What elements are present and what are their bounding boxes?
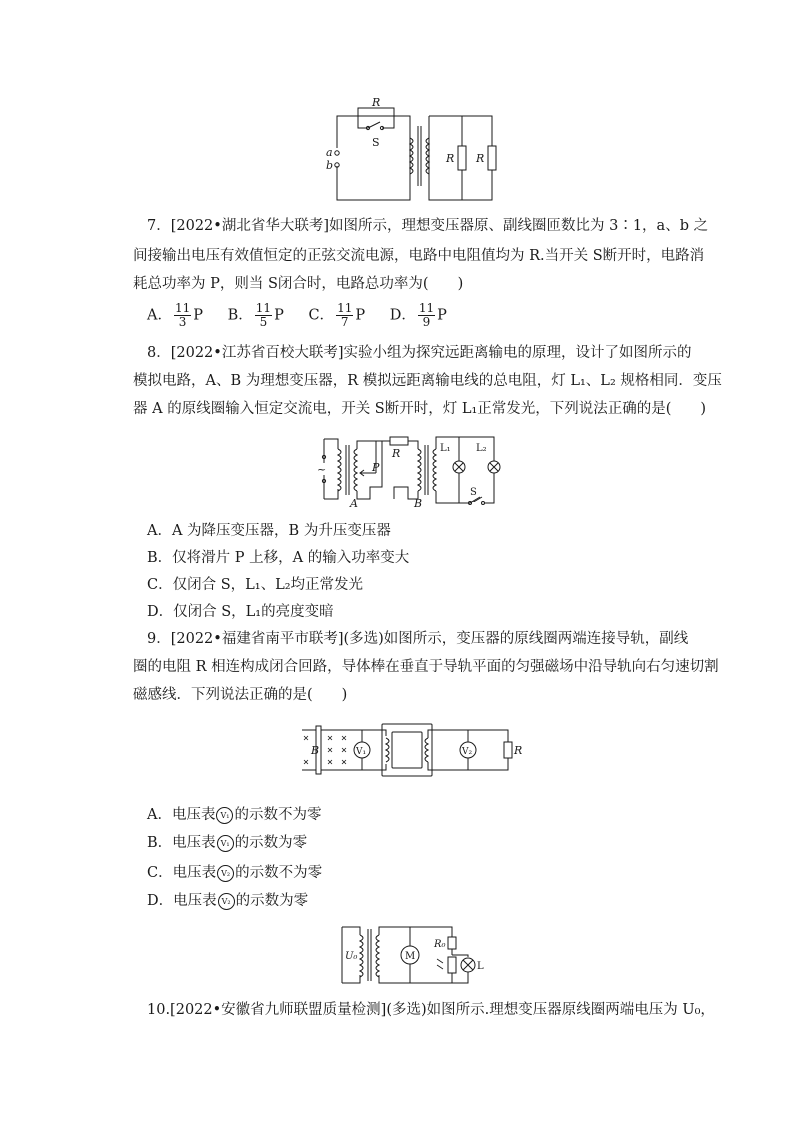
q7-option-c-letter: C． <box>308 307 335 324</box>
q7-option-b-letter: B． <box>227 307 253 324</box>
q7-option-c-fraction: $\frac{11}{7}$ <box>337 301 353 329</box>
q10-line-1: 10.[2022•安徽省九师联盟质量检测](多选)如图所示.理想变压器原线圈两端电压为 U₀， <box>147 1002 715 1018</box>
q7-fig-a-label: a <box>326 146 333 159</box>
q7-fig-r-top-label: R <box>372 96 381 109</box>
q8-circuit-figure <box>312 429 504 509</box>
q9-option-a[interactable]: A．电压表 V₁ 的示数不为零 <box>147 807 322 823</box>
q7-fig-r2-label: R <box>476 152 485 165</box>
q7-option-c[interactable]: C． $\frac{11}{7}$ P <box>308 301 366 329</box>
q7-option-b[interactable]: B． $\frac{11}{5}$ P <box>227 301 284 329</box>
q7-option-a[interactable]: A． $\frac{11}{3}$ P <box>147 301 204 329</box>
q9-option-c[interactable]: C．电压表 V₂ 的示数不为零 <box>147 865 323 881</box>
q8-line-3: 器 A 的原线圈输入恒定交流电，开关 S断开时，灯 L₁正常发光，下列说法正确的是( ) <box>133 401 707 417</box>
q9-option-a-letter: A． <box>147 807 172 823</box>
q8-option-c[interactable]: C．仅闭合 S，L₁、L₂均正常发光 <box>147 577 364 593</box>
q9-fig-v1-label: V₁ <box>356 747 367 757</box>
voltmeter-v2-icon: V₂ <box>218 893 235 910</box>
q8-option-d[interactable]: D．仅闭合 S，L₁的亮度变暗 <box>147 604 334 620</box>
q7-option-a-letter: A． <box>147 307 172 324</box>
q8-fig-b-label: B <box>414 497 423 509</box>
q8-option-b[interactable]: B．仅将滑片 P 上移，A 的输入功率变大 <box>147 550 410 566</box>
q7-option-d[interactable]: D． $\frac{11}{9}$ P <box>389 301 447 329</box>
q8-option-a[interactable]: A．A 为降压变压器，B 为升压变压器 <box>147 523 391 539</box>
q9-option-d-letter: D． <box>147 893 174 909</box>
q7-line-3: 耗总功率为 P，则当 S闭合时，电路总功率为( ) <box>133 276 464 292</box>
q9-line-1: 9．[2022•福建省南平市联考](多选)如图所示，变压器的原线圈两端连接导轨，副线 <box>147 631 689 647</box>
q9-option-b[interactable]: B．电压表 V₁ 的示数为零 <box>147 835 308 851</box>
q9-option-c-letter: C． <box>147 865 173 881</box>
q8-fig-a-label: A <box>350 497 358 509</box>
q7-fig-r1-label: R <box>446 152 455 165</box>
q7-fig-switch-label: S <box>372 136 380 149</box>
q7-fig-b-label: b <box>326 159 334 172</box>
q9-circuit-figure <box>302 722 524 780</box>
q10-fig-m-label: M <box>405 951 416 962</box>
q8-fig-r-label: R <box>392 447 401 460</box>
q7-line-2: 间接输出电压有效值恒定的正弦交流电源，电路中电阻值均为 R.当开关 S断开时，电路消 <box>133 248 705 264</box>
voltmeter-v1-icon: V₁ <box>216 807 233 824</box>
q10-fig-l-label: L <box>477 961 484 972</box>
q9-line-2: 圈的电阻 R 相连构成闭合回路，导体棒在垂直于导轨平面的匀强磁场中沿导轨向右匀速切割 <box>133 659 719 675</box>
q10-fig-u0-label: U₀ <box>345 951 358 962</box>
q9-option-b-letter: B． <box>147 835 173 851</box>
voltmeter-v2-icon: V₂ <box>217 865 234 882</box>
q9-option-d[interactable]: D．电压表 V₂ 的示数为零 <box>147 893 309 909</box>
q8-fig-s-label: S <box>470 487 477 498</box>
q8-fig-l2-label: L₂ <box>476 443 487 454</box>
q7-option-a-fraction: $\frac{11}{3}$ <box>174 301 191 329</box>
q7-option-d-fraction: $\frac{11}{9}$ <box>418 301 435 329</box>
q9-fig-r-label: R <box>514 744 523 757</box>
q7-options <box>147 302 467 329</box>
q8-fig-p-label: P <box>372 461 380 474</box>
q8-fig-source-label: ~ <box>317 463 327 476</box>
q8-line-1: 8．[2022•江苏省百校大联考]实验小组为探究远距离输电的原理，设计了如图所示的 <box>147 345 692 361</box>
q7-circuit-figure <box>322 96 504 204</box>
voltmeter-v1-icon: V₁ <box>217 835 234 852</box>
q7-option-d-letter: D． <box>389 307 416 324</box>
q9-fig-b-label: B <box>311 744 320 757</box>
q7-option-b-fraction: $\frac{11}{5}$ <box>255 301 272 329</box>
q9-fig-v2-label: V₂ <box>462 747 473 757</box>
q7-line-1: 7．[2022•湖北省华大联考]如图所示，理想变压器原、副线圈匝数比为 3∶1，a、b 之 <box>147 218 709 234</box>
q10-circuit-figure <box>336 921 486 987</box>
q8-fig-l1-label: L₁ <box>440 443 451 454</box>
q8-line-2: 模拟电路，A、B 为理想变压器，R 模拟远距离输电线的总电阻，灯 L₁、L₂ 规格相同．变压 <box>133 373 722 389</box>
q10-fig-r0-label: R₀ <box>434 939 446 950</box>
q9-line-3: 磁感线．下列说法正确的是( ) <box>133 687 348 703</box>
